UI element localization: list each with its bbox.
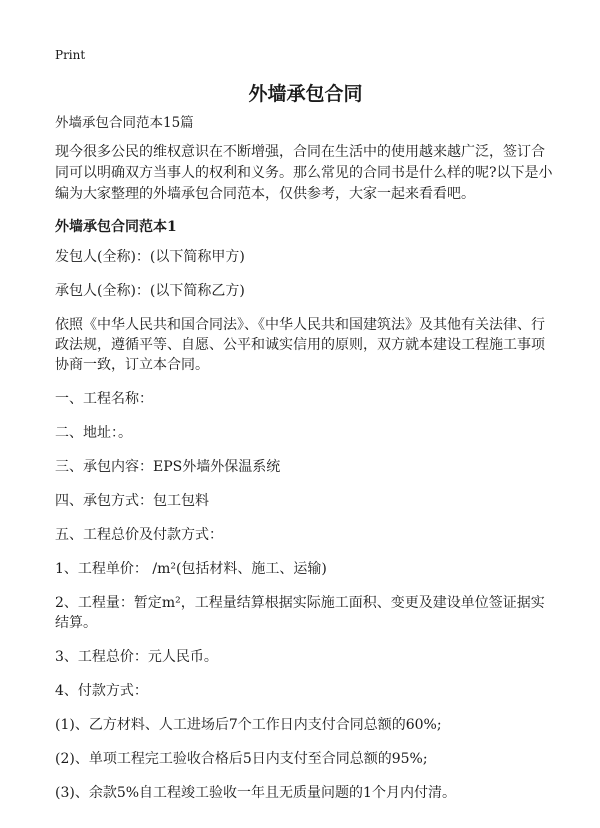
clause-line: (2)、单项工程完工验收合格后5日内支付至合同总额的95%; bbox=[55, 751, 428, 767]
print-link[interactable]: Print bbox=[55, 48, 86, 62]
clause-line: 4、付款方式： bbox=[55, 683, 148, 699]
clause-line: 五、工程总价及付款方式： bbox=[55, 527, 223, 543]
subtitle: 外墙承包合同范本15篇 bbox=[55, 115, 194, 131]
clause-line: 1、工程单价： /m²(包括材料、施工、运输) bbox=[55, 561, 327, 577]
clause-line: 依照《中华人民共和国合同法》、《中华人民共和国建筑法》及其他有关法律、行政法规，遵循平等、自愿、公平和诚实信用的原则，双方就本建设工程施工事项协商一致，订立本合同。 bbox=[55, 317, 545, 373]
intro-paragraph: 现今很多公民的维权意识在不断增强，合同在生活中的使用越来越广泛，签订合同可以明确双方当事人的权利和义务。那么常见的合同书是什么样的呢?以下是小编为大家整理的外墙承包合同范本，仅供参考，大家一起来看看吧。 bbox=[55, 144, 553, 202]
clause-line: 发包人(全称)：(以下简称甲方) bbox=[55, 249, 245, 265]
clause-line: 承包人(全称)：(以下简称乙方) bbox=[55, 283, 245, 299]
clause-line: 2、工程量：暂定m²，工程量结算根据实际施工面积、变更及建设单位签证据实结算。 bbox=[55, 595, 545, 631]
clause-line: (1)、乙方材料、人工进场后7个工作日内支付合同总额的60%; bbox=[55, 717, 442, 733]
clause-line: 四、承包方式：包工包料 bbox=[55, 493, 209, 509]
clause-line: 3、工程总价：元人民币。 bbox=[55, 649, 218, 665]
page-title: 外墙承包合同 bbox=[248, 83, 363, 105]
clause-line: 三、承包内容：EPS外墙外保温系统 bbox=[55, 459, 281, 475]
clause-line: 二、地址：。 bbox=[55, 425, 132, 441]
clause-line: (3)、余款5%自工程竣工验收一年且无质量问题的1个月内付清。 bbox=[55, 785, 456, 801]
section-heading: 外墙承包合同范本1 bbox=[55, 219, 177, 235]
clause-line: 一、工程名称： bbox=[55, 391, 153, 407]
